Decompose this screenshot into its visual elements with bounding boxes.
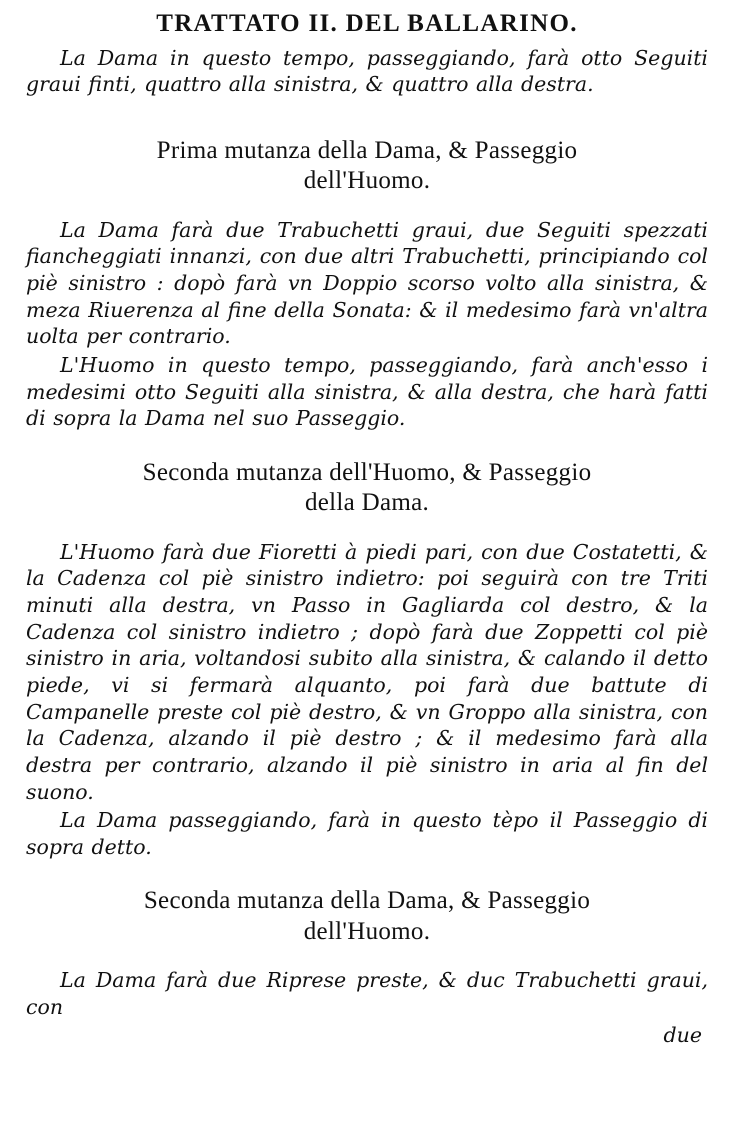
section-1-paragraph-2: L'Huomo in questo tempo, passeggiando, farà anch'esso i medesimi otto Seguiti alla sinistra, & alla destra, che harà fatti di sopra la Dama nel suo Passeggio. xyxy=(26,352,708,431)
spacer xyxy=(26,100,708,110)
section-heading-2-line2: della Dama. xyxy=(304,489,430,517)
section-2-paragraph-2: La Dama passeggiando, farà in questo tèpo il Passeggio di sopra detto. xyxy=(26,808,708,859)
section-1-paragraph-1: La Dama farà due Trabuchetti graui, due Seguiti spezzati fiancheggiati innanzi, con due altri Trabuchetti, principiando col piè sinistro : dopò farà vn Doppio scorso volto alla sinistra, & meza Riuerenza al fine della Sonata: & il medesimo farà vn'altra uolta per contrario. xyxy=(26,217,708,349)
section-heading-3 xyxy=(26,886,708,947)
section-heading-3-line1: Seconda mutanza della Dama, & Passeggio xyxy=(143,887,591,915)
section-heading-2 xyxy=(26,458,708,519)
section-heading-2-line1: Seconda mutanza dell'Huomo, & Passeggio xyxy=(142,458,592,486)
section-heading-1-line2: dell'Huomo. xyxy=(303,167,431,195)
running-head: TRATTATO II. DEL BALLARINO. xyxy=(156,10,578,37)
catchword: due xyxy=(663,1022,702,1047)
intro-paragraph: La Dama in questo tempo, passeggiando, farà otto Seguiti graui finti, quattro alla sinistra, & quattro alla destra. xyxy=(26,46,708,96)
section-heading-1 xyxy=(26,136,708,197)
section-heading-3-line2: dell'Huomo. xyxy=(303,917,431,945)
section-3-paragraph-1: La Dama farà due Riprese preste, & duc Trabuchetti graui, con xyxy=(26,968,708,1020)
section-heading-1-line1: Prima mutanza della Dama, & Passeggio xyxy=(156,136,578,164)
section-2-paragraph-1: L'Huomo farà due Fioretti à piedi pari, con due Costatetti, & la Cadenza col piè sinistro indietro: poi seguirà con tre Triti minuti alla destra, vn Passo in Gagliarda col destro, & la Cadenza col sinistro indietro ; dopò farà due Zoppetti col piè sinistro in aria, voltandosi subito alla sinistra, & calando il detto piede, vi si fermarà alquanto, poi farà due battute di Campanelle preste col piè destro, & vn Groppo alla sinistra, con la Cadenza, alzando il piè destro ; & il medesimo farà alla destra per contrario, alzando il piè sinistro in aria al fin del suono. xyxy=(26,539,708,804)
